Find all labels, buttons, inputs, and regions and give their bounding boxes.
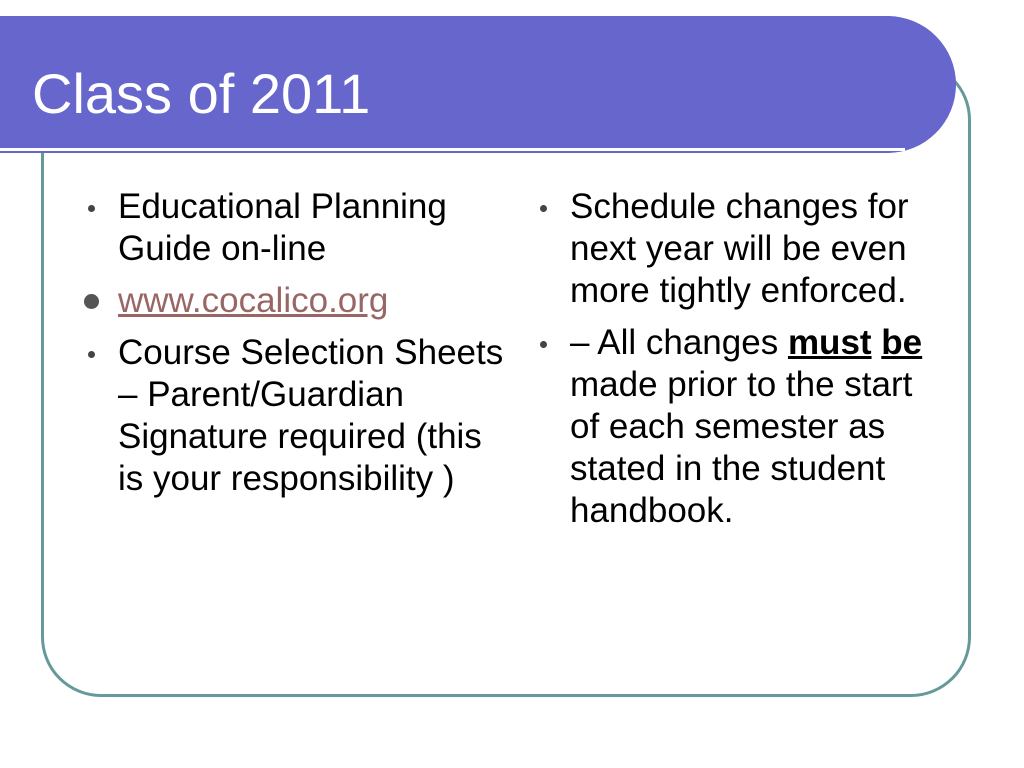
slide-title: Class of 2011: [32, 62, 371, 125]
list-item: [570, 322, 945, 532]
list-item: [570, 186, 945, 312]
list-item-text: Course Selection Sheets – Parent/Guardian Signature required (this is your responsibility ): [118, 333, 504, 498]
emphasis-space: [872, 323, 882, 362]
bullet-icon: [88, 351, 95, 358]
bullet-icon: [84, 294, 99, 309]
left-bullet-list: [118, 186, 508, 510]
bullet-icon: [88, 205, 95, 212]
list-item: [118, 186, 508, 270]
list-item-text-prefix: – All changes: [570, 323, 788, 362]
right-bullet-list: [570, 186, 945, 542]
list-item: [118, 280, 508, 322]
title-underline: [0, 148, 905, 151]
title-bar: [0, 16, 956, 153]
website-link[interactable]: www.cocalico.org: [118, 281, 389, 320]
list-item-text: Educational Planning Guide on-line: [118, 187, 447, 268]
bullet-icon: [540, 205, 547, 212]
emphasis-be: be: [881, 323, 923, 362]
list-item: [118, 332, 508, 500]
list-item-text: Schedule changes for next year will be even more tightly enforced.: [570, 187, 909, 310]
bullet-icon: [540, 341, 547, 348]
emphasis-must: must: [787, 323, 872, 362]
list-item-text-suffix: made prior to the start of each semester as stated in the student handbook.: [570, 365, 913, 530]
